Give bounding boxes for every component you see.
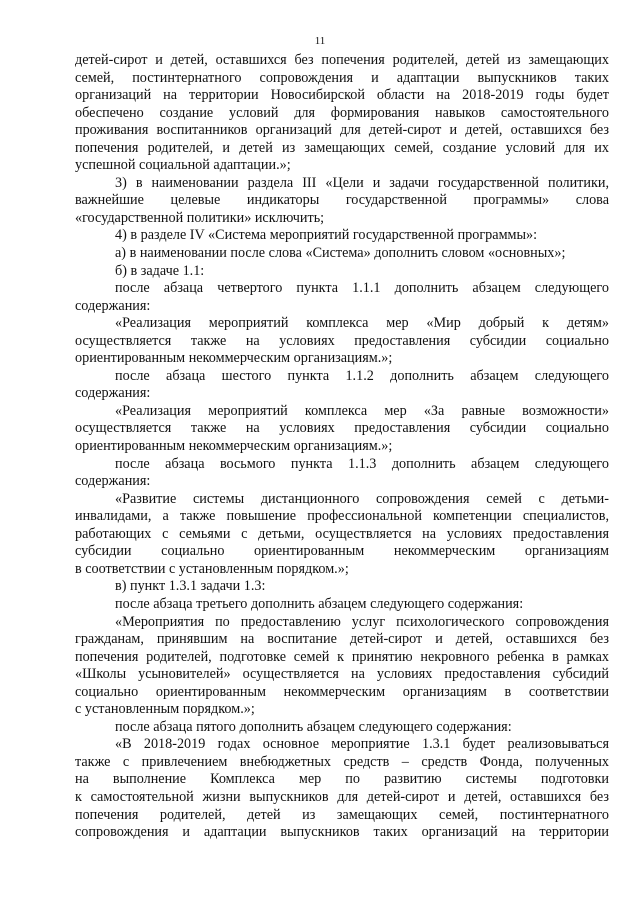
text-line: содержания: [75, 297, 151, 314]
text-line: в соответствии с установленным порядком.»; [75, 560, 349, 577]
text-line: ориентированным некоммерческим организациям.»; [75, 350, 393, 367]
text-line: сопровождения и адаптации выпускников таких организаций на территории [75, 824, 609, 841]
text-line: «Мероприятия по предоставлению услуг психологического сопровождения [115, 613, 609, 630]
text-line: успешной социальной адаптации.»; [75, 157, 291, 174]
text-line: на выполнение Комплекса мер по развитию системы подготовки [75, 771, 609, 788]
text-line: социально ориентированным некоммерческим организациям в соответствии [75, 683, 609, 700]
text-line: после абзаца четвертого пункта 1.1.1 дополнить абзацем следующего [115, 280, 609, 297]
text-line: с установленным порядком.»; [75, 701, 255, 718]
text-line: после абзаца восьмого пункта 1.1.3 дополнить абзацем следующего [115, 455, 609, 472]
text-line: в) пункт 1.3.1 задачи 1.3: [115, 578, 266, 595]
text-line: «В 2018-2019 годах основное мероприятие 1.3.1 будет реализовываться [115, 736, 609, 753]
text-line: попечения родителей, подготовке семей к принятию некровного ребенка в рамках [75, 648, 609, 665]
text-line: работающих с семьями с детьми, осуществляется на условиях предоставления [75, 525, 609, 542]
text-line: ориентированным некоммерческим организациям.»; [75, 438, 393, 455]
text-line: содержания: [75, 385, 151, 402]
text-line: важнейшие целевые индикаторы государственной программы» слова [75, 192, 609, 209]
text-line: содержания: [75, 473, 151, 490]
text-line: 3) в наименовании раздела III «Цели и задачи государственной политики, [115, 174, 609, 191]
text-line: «Реализация мероприятий комплекса мер «Мир добрый к детям» [115, 315, 609, 332]
text-line: к самостоятельной жизни выпускников для детей-сирот и детей, оставшихся без [75, 788, 609, 805]
page-number: 11 [314, 35, 326, 47]
text-line: «Школы усыновителей» осуществляется на условиях предоставления субсидий [75, 666, 609, 683]
text-line: проживания воспитанников организаций для детей-сирот и детей, оставшихся без [75, 122, 609, 139]
text-line: осуществляется также на условиях предоставления субсидии социально [75, 332, 609, 349]
text-line: обеспечено создание условий для формирования навыков самостоятельного [75, 104, 609, 121]
text-line: после абзаца пятого дополнить абзацем следующего содержания: [115, 718, 512, 735]
text-line: также с привлечением внебюджетных средств – средств Фонда, полученных [75, 753, 609, 770]
document-body [75, 52, 609, 842]
text-line: 4) в разделе IV «Система мероприятий государственной программы»: [115, 227, 538, 244]
text-line: детей-сирот и детей, оставшихся без попечения родителей, детей из замещающих [75, 52, 609, 68]
text-line: попечения родителей, детей из замещающих семей, постинтернатного [75, 806, 609, 823]
text-line: «государственной политики» исключить; [75, 209, 325, 226]
text-line: после абзаца третьего дополнить абзацем следующего содержания: [115, 595, 524, 612]
text-line: осуществляется также на условиях предоставления субсидии социально [75, 420, 609, 437]
text-line: субсидии социально ориентированным некоммерческим организациям [75, 543, 609, 560]
text-line: попечения родителей, и детей из замещающих семей, создание условий для их [75, 139, 609, 156]
text-line: после абзаца шестого пункта 1.1.2 дополнить абзацем следующего [115, 367, 609, 384]
text-line: а) в наименовании после слова «Система» дополнить словом «основных»; [115, 245, 566, 262]
text-line: б) в задаче 1.1: [115, 262, 205, 279]
text-line: «Реализация мероприятий комплекса мер «За равные возможности» [115, 402, 609, 419]
text-line: организаций на территории Новосибирской области на 2018-2019 годы будет [75, 87, 609, 104]
text-line: инвалидами, а также повышение профессиональной компетенции специалистов, [75, 508, 609, 525]
text-line: «Развитие системы дистанционного сопровождения семей с детьми- [115, 490, 609, 507]
text-line: семей, постинтернатного сопровождения и адаптации выпускников таких [75, 69, 609, 86]
text-line: гражданам, принявшим на воспитание детей-сирот и детей, оставшихся без [75, 631, 609, 648]
